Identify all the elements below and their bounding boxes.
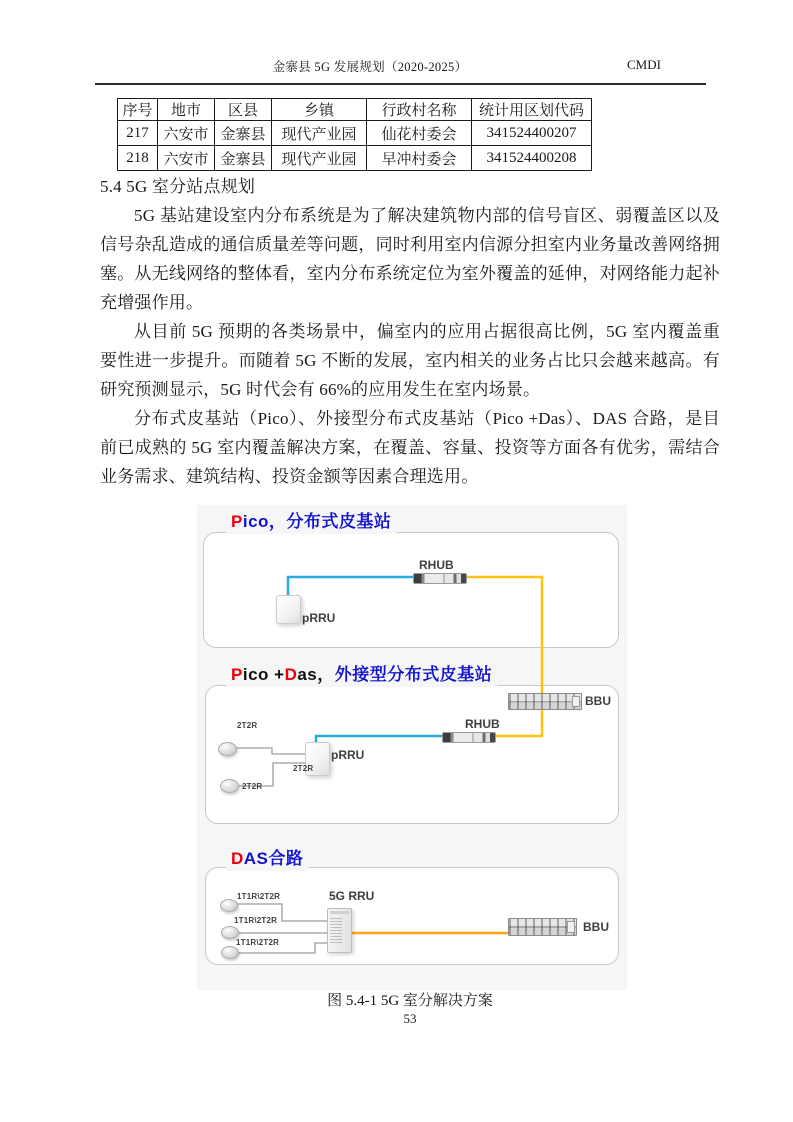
header-title: 金寨县 5G 发展规划（2020-2025） [272,60,468,74]
cell-county: 金寨县 [215,121,272,146]
title-segment: D [284,665,298,684]
col-header: 统计用区划代码 [472,99,592,121]
antenna-icon [220,779,239,793]
section-heading: 5.4 5G 室分站点规划 [100,177,256,196]
title-segment: 外接型分布式皮基站 [334,665,493,684]
title-segment: as [297,665,318,684]
rhub-device-icon [442,732,496,743]
table-row [118,146,592,171]
table-header-row [118,99,592,121]
col-header: 地市 [158,99,215,121]
cell-seq: 218 [118,146,158,171]
header-org: CMDI [627,57,661,72]
prru-device-icon [276,595,301,624]
section-body [100,172,720,491]
rhub-label: RHUB [419,558,454,572]
paragraph: 5G 基站建设室内分布系统是为了解决建筑物内部的信号盲区、弱覆盖区以及信号杂乱造成的通信质量差等问题，同时利用室内信源分担室内业务量改善网络拥塞。从无线网络的整体看，室内分布系统定位为室外覆盖的延伸，对网络能力起补充增强作用。 [100,206,720,312]
bbu-device-icon [508,693,582,710]
cell-village: 早冲村委会 [367,146,472,171]
col-header: 序号 [118,99,158,121]
cell-city: 六安市 [158,121,215,146]
bbu-device-icon [508,918,577,936]
cell-village: 仙花村委会 [367,121,472,146]
cell-city: 六安市 [158,146,215,171]
page-number: 53 [403,1011,417,1026]
bbu-label: BBU [583,920,609,934]
title-segment: ico + [242,665,285,684]
header-rule [95,83,706,85]
antenna-label: 1T1R\2T2R [237,892,281,901]
rru-label: 5G RRU [329,889,375,903]
antenna-label: 2T2R [293,764,314,773]
antenna-label: 1T1R\2T2R [234,916,278,925]
diagram1-title [226,512,396,534]
table-row [118,121,592,146]
diagram3-title [226,849,308,871]
col-header: 行政村名称 [367,99,472,121]
cell-town: 现代产业园 [272,146,367,171]
figure-5-4-1 [197,505,627,990]
cell-seq: 217 [118,121,158,146]
col-header: 乡镇 [272,99,367,121]
prru-label: pRRU [302,611,336,625]
diagram2-title [226,665,497,687]
antenna-label: 2T2R [242,782,263,791]
antenna-icon [221,946,239,959]
paragraph: 分布式皮基站（Pico）、外接型分布式皮基站（Pico +Das）、DAS 合路，是目前已成熟的 5G 室内覆盖解决方案，在覆盖、容量、投资等方面各有优劣，需结合业务需求、建筑结构、投资金额等因素合理选用。 [100,409,720,486]
antenna-label: 1T1R\2T2R [236,938,280,947]
rhub-bbu-fiber-line [465,577,542,736]
bbu-label: BBU [585,694,611,708]
antenna-feeder-line [233,748,307,754]
title-segment: AS合路 [243,849,304,868]
rhub-device-icon [413,573,467,584]
antenna-icon [218,742,237,756]
cell-town: 现代产业园 [272,121,367,146]
figure-caption: 图 5.4-1 5G 室分解决方案 [327,993,493,1009]
cell-code: 341524400208 [472,146,592,171]
paragraph: 从目前 5G 预期的各类场景中，偏室内的应用占据很高比例，5G 室内覆盖重要性进一步提升。而随着 5G 不断的发展，室内相关的业务占比只会越来越高。有研究预测显示，5G 时代会有 66%的应用发生在室内场景。 [100,322,720,399]
title-segment: ico [242,512,269,531]
title-segment: P [231,512,243,531]
title-segment: ， [317,665,335,684]
title-segment: P [231,665,243,684]
cell-county: 金寨县 [215,146,272,171]
title-segment: D [231,849,244,868]
title-segment: ，分布式皮基站 [268,512,392,531]
prru-rhub-fiber-line [288,577,414,598]
antenna-icon [220,899,238,912]
prru2-rhub2-fiber-line [316,736,442,744]
village-table [117,98,592,171]
col-header: 区县 [215,99,272,121]
cell-code: 341524400207 [472,121,592,146]
antenna-label: 2T2R [237,721,258,730]
5g-rru-device-icon [327,908,352,953]
rhub-label: RHUB [465,717,500,731]
prru-label: pRRU [331,748,365,762]
